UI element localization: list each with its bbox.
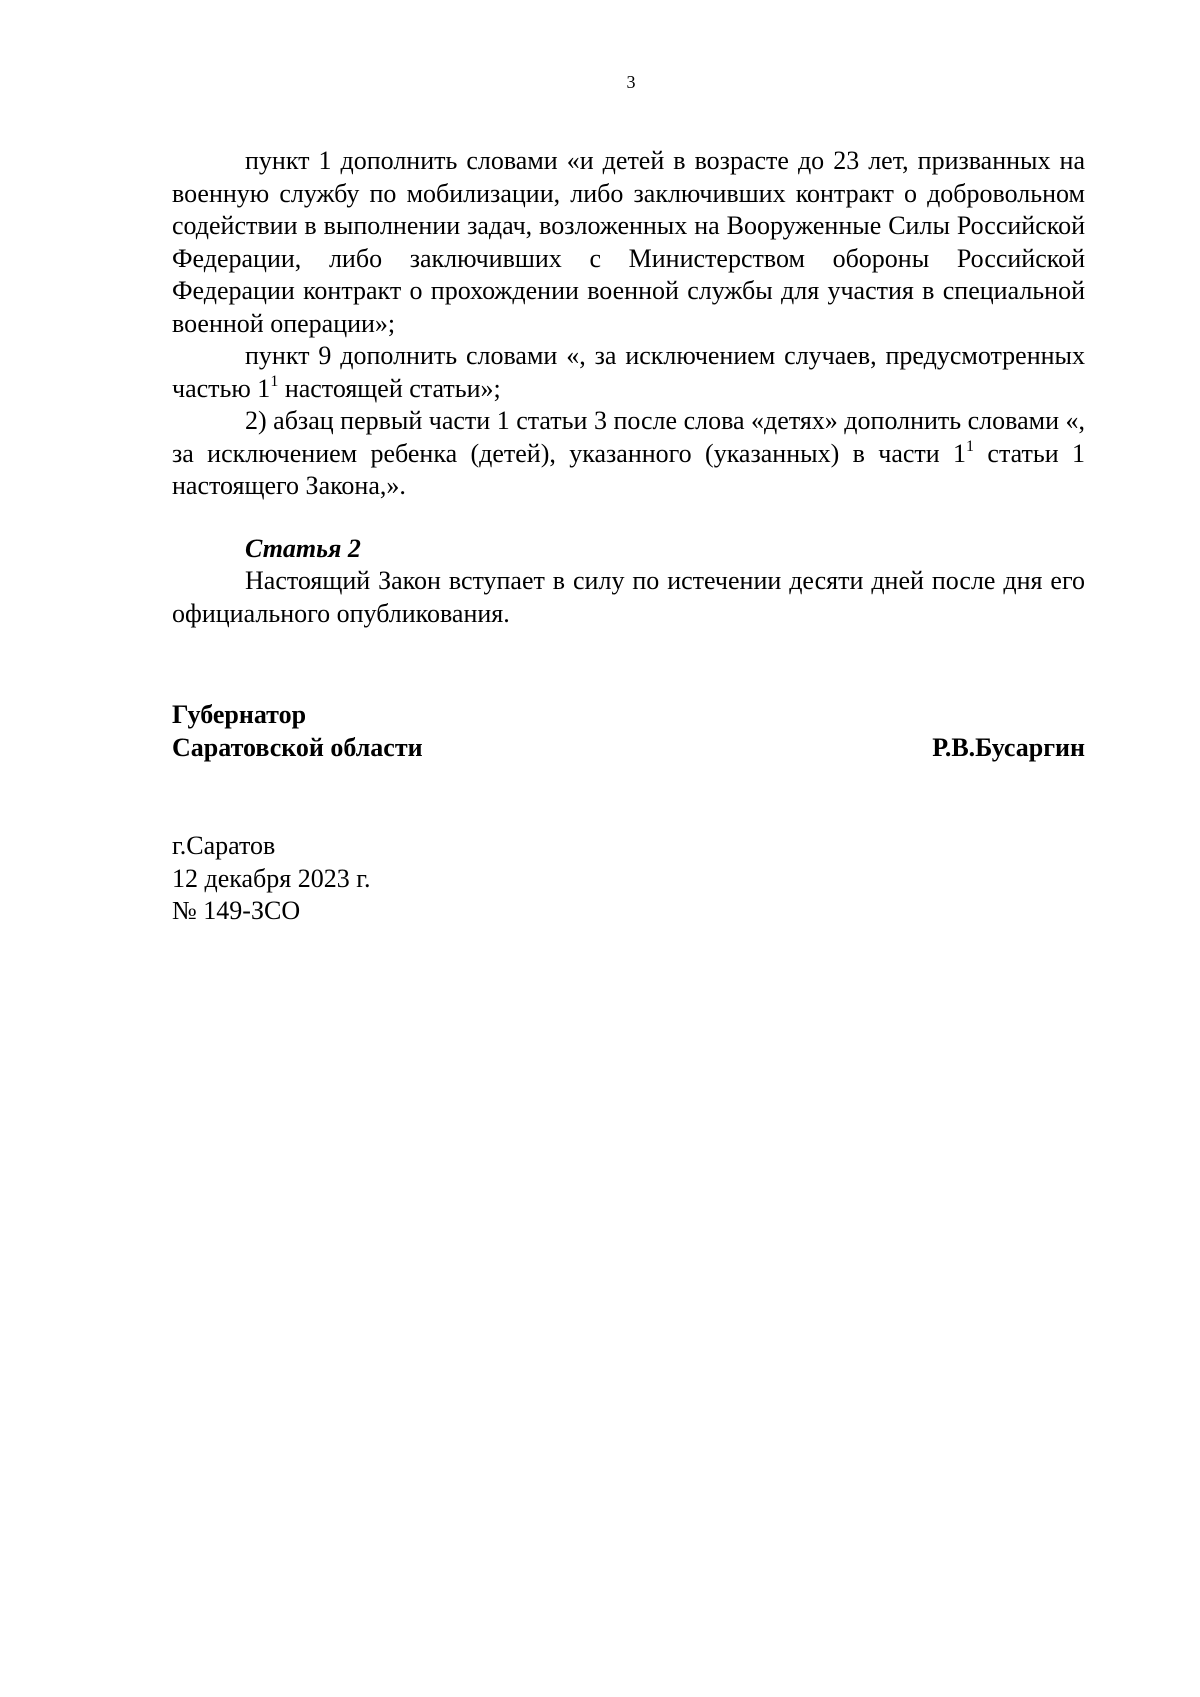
superscript: 1 bbox=[270, 372, 279, 390]
paragraph-item-9-amendment bbox=[172, 340, 1085, 405]
signatory-title-line1: Губернатор bbox=[172, 700, 307, 729]
paragraph-article-3-amendment bbox=[172, 405, 1085, 503]
article-2-heading: Статья 2 bbox=[245, 533, 361, 563]
city: г.Саратов bbox=[172, 831, 276, 860]
place-date-block bbox=[172, 830, 370, 928]
signature-row bbox=[172, 732, 1085, 765]
paragraph-text: 2) абзац первый части 1 статьи 3 после слова «детях» дополнить словами «, за исключением ребенка (детей), указанного (указанных) в части 1 bbox=[172, 406, 1085, 468]
signatory-title-line2: Саратовской области bbox=[172, 732, 423, 762]
paragraph-text: пункт 9 дополнить словами «, за исключением случаев, предусмотренных частью 1 bbox=[172, 341, 1085, 403]
date: 12 декабря 2023 г. bbox=[172, 863, 371, 893]
paragraph-text: статьи 1 настоящего Закона,». bbox=[172, 438, 1085, 500]
superscript: 1 bbox=[966, 437, 975, 455]
signatory-name: Р.В.Бусаргин bbox=[932, 732, 1085, 762]
paragraph-text: настоящей статьи»; bbox=[278, 373, 501, 403]
law-number: № 149-ЗСО bbox=[172, 896, 301, 925]
signature-block bbox=[172, 699, 1085, 764]
page-number: 3 bbox=[626, 72, 636, 92]
document-body bbox=[172, 145, 1085, 630]
paragraph-item-1-amendment: пункт 1 дополнить словами «и детей в возрасте до 23 лет, призванных на военную службу по мобилизации, либо заключивших контракт о добровольном содействии в выполнении задач, возложенных на Вооруженные Силы Российской Федерации, либо заключивших с Министерством обороны Российской Федерации контракт о прохождении военной службы для участия в специальной военной операции»; bbox=[172, 146, 1085, 338]
article-2-text: Настоящий Закон вступает в силу по истечении десяти дней после дня его официального опубликования. bbox=[172, 566, 1085, 628]
